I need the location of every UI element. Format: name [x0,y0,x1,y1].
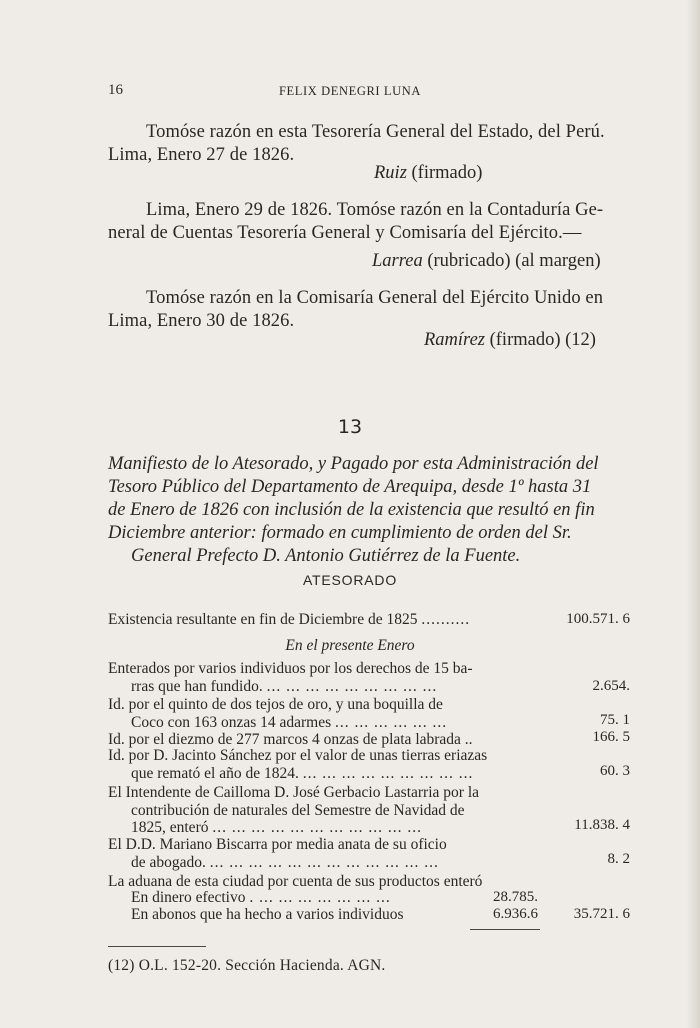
row-leader: .......... [421,611,471,628]
entry-5-line-1: El Intendente de Cailloma D. José Gerbacio Lastarria por la [108,784,480,801]
row-text: Coco con 163 onzas 14 adarmes [131,714,332,731]
row-leader: ... ... ... ... ... ... ... ... ... [302,765,474,782]
entry-5-line-3 [131,819,422,837]
row-leader: ... ... ... ... ... ... ... ... ... ... ... ... [209,854,439,871]
entry-7-sub-1 [131,889,391,907]
entry-3-line-1: Id. por el diezmo de 277 marcos 4 onzas de plata labrada .. [108,731,473,748]
row-leader: ... ... ... ... ... ... ... ... ... ... ... [212,819,422,836]
signature-name: Ruiz [374,163,407,183]
note-2-signature [372,251,601,272]
signature-name: Larrea [372,251,423,271]
running-title: FELIX DENEGRI LUNA [278,84,422,98]
entry-5-line-2: contribución de naturales del Semestre de Navidad de [131,802,465,819]
entry-6-line-2 [131,854,439,872]
note-2-line-2: neral de Cuentas Tesorería General y Comisaría del Ejército.— [108,223,582,243]
entry-7-value: 35.721. 6 [573,906,630,922]
entry-6-line-1: El D.D. Mariano Biscarra por media anata de su oficio [108,836,447,853]
note-1-line-2: Lima, Enero 27 de 1826. [108,145,295,165]
entry-7-sub-2-amount: 6.936.6 [493,906,538,922]
subtotal-rule [470,929,540,930]
entry-4-line-1: Id. por D. Jacinto Sánchez por el valor de unas tierras eriazas [108,747,488,764]
signature-note: (rubricado) (al margen) [427,251,601,271]
entry-4-line-2 [131,765,473,783]
existencia-value: 100.571. 6 [566,611,630,627]
entry-4-value: 60. 3 [600,763,630,779]
row-text: que remató el año de 1824. [131,765,299,782]
row-text: rras que han fundido. [131,678,263,695]
entry-1-line-1: Enterados por varios individuos por los derechos de 15 ba- [108,660,473,677]
entry-5-value: 11.838. 4 [574,817,630,833]
section-title-line-5: General Prefecto D. Antonio Gutiérrez de la Fuente. [131,546,521,566]
footnote-rule [108,946,206,947]
entry-2-line-1: Id. por el quinto de dos tejos de oro, y una boquilla de [108,696,443,713]
section-title-line-1: Manifiesto de lo Atesorado, y Pagado por esta Administración del [108,454,599,474]
row-text: de abogado. [131,854,206,871]
entry-7-sub-1-amount: 28.785. [493,889,538,905]
note-2-line-1: Lima, Enero 29 de 1826. Tomóse razón en la Contaduría Ge- [146,200,604,220]
note-3-line-1: Tomóse razón en la Comisaría General del Ejército Unido en [146,288,604,308]
entry-7-sub-2: En abonos que ha hecho a varios individuos [131,906,404,923]
row-leader: ... ... ... ... ... ... [335,714,448,731]
section-title-line-2: Tesoro Público del Departamento de Arequipa, desde 1º hasta 31 [108,477,592,497]
existencia-row [108,611,470,629]
page-edge-shadow [686,0,700,1028]
footnote: (12) O.L. 152-20. Sección Hacienda. AGN. [108,957,386,974]
row-text: En dinero efectivo [131,889,246,906]
row-text: Existencia resultante en fin de Diciembre de 1825 [108,611,418,628]
row-leader: ... ... ... ... ... ... ... ... ... [266,678,438,695]
entry-1-line-2 [131,678,437,696]
note-1-line-1: Tomóse razón en esta Tesorería General del Estado, del Perú. [146,122,605,142]
entry-7-line-1: La aduana de esta ciudad por cuenta de sus productos enteró [108,873,483,890]
entry-1-value: 2.654. [592,678,630,694]
section-title-line-4: Diciembre anterior: formado en cumplimiento de orden del Sr. [108,523,572,543]
section-title-line-3: de Enero de 1826 con inclusión de la existencia que resultó en fin [108,500,595,520]
entry-6-value: 8. 2 [607,851,630,867]
section-number: 13 [337,416,363,438]
signature-note: (firmado) [411,163,483,183]
note-3-line-2: Lima, Enero 30 de 1826. [108,311,295,331]
entry-3-value: 166. 5 [592,729,630,745]
entry-2-value: 75. 1 [600,712,630,728]
note-1-signature [374,163,482,184]
row-text: 1825, enteró [131,819,209,836]
page-number: 16 [108,82,123,98]
signature-name: Ramírez [424,330,485,350]
row-leader: . ... ... ... ... ... ... ... [249,889,391,906]
subheading: En el presente Enero [285,637,415,654]
signature-note: (firmado) (12) [489,330,596,350]
section-heading: ATESORADO [302,572,398,588]
entry-2-line-2 [131,714,447,732]
note-3-signature [424,330,596,351]
